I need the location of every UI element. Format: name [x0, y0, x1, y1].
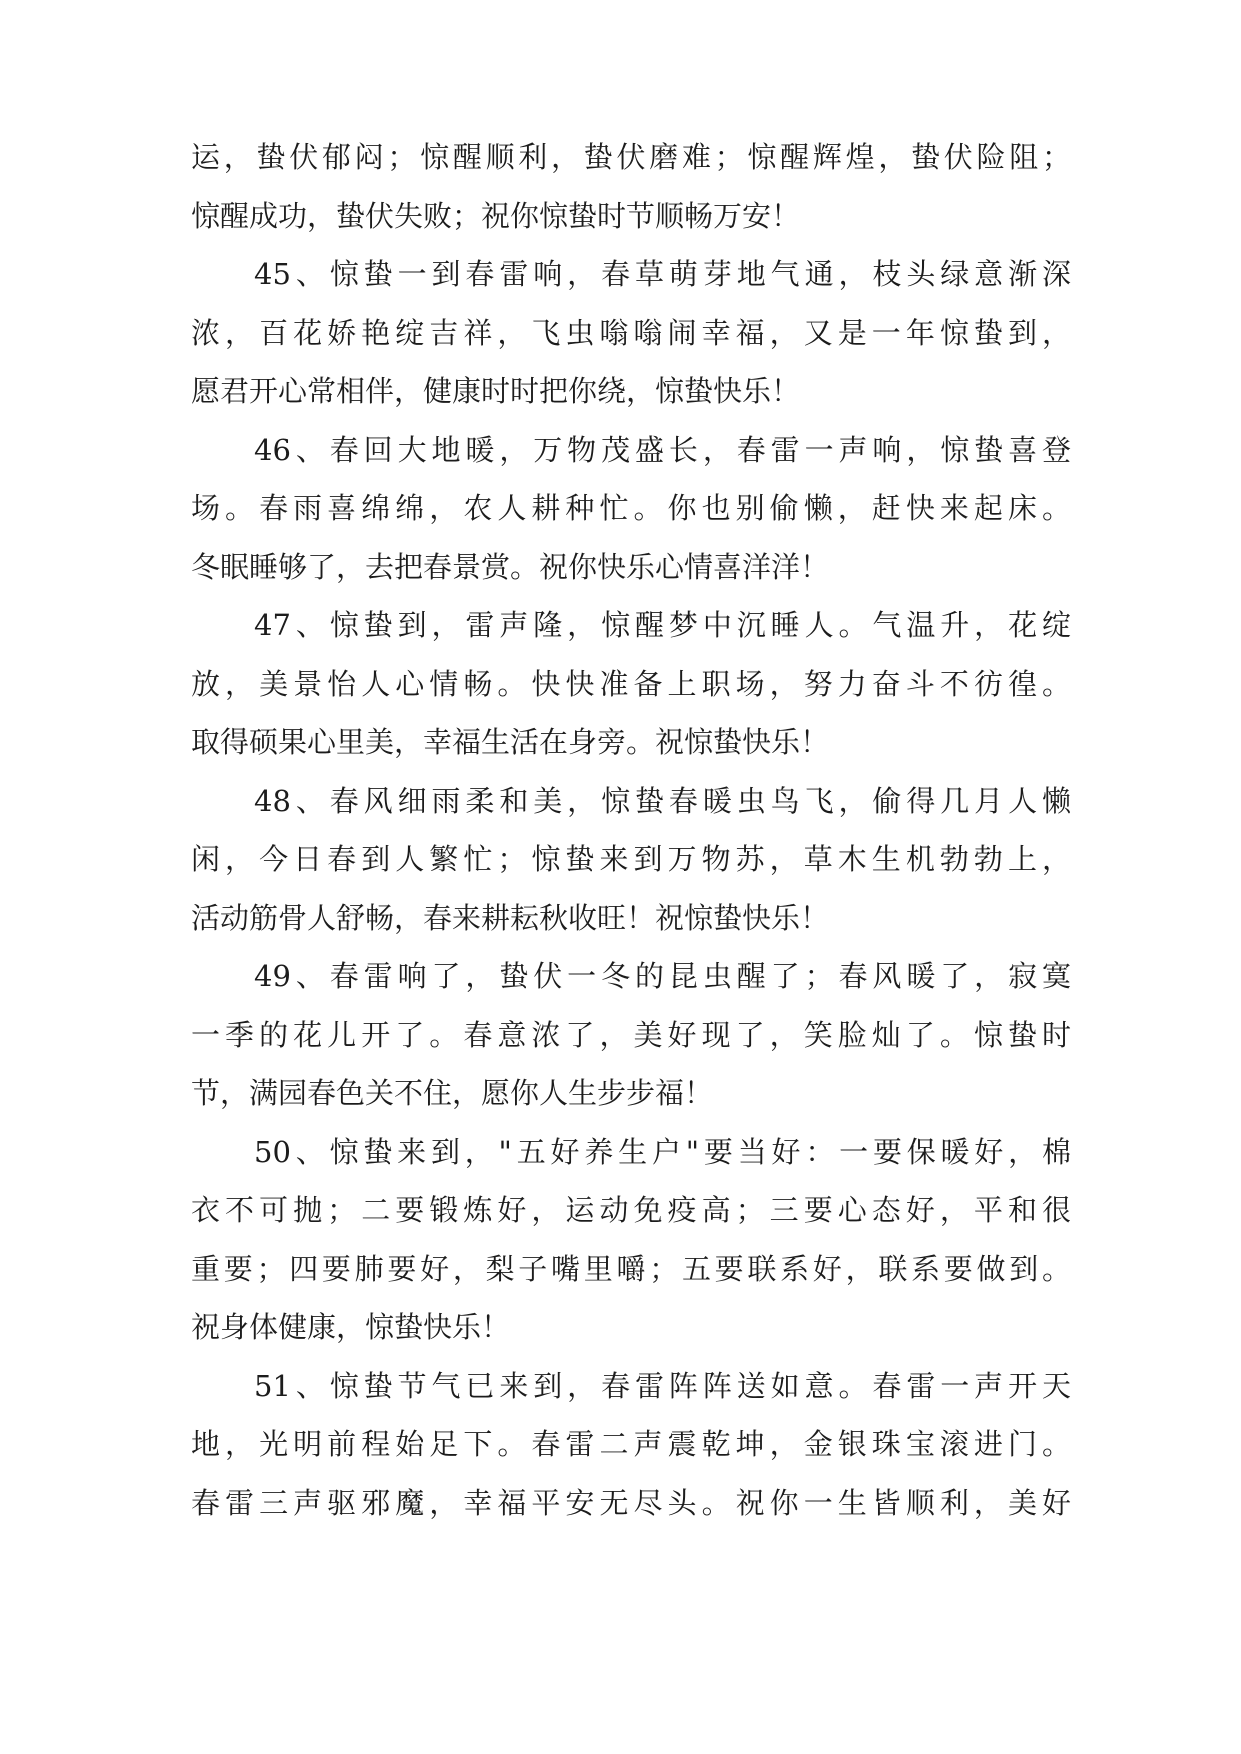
text-line: 47、惊蛰到，雷声隆，惊醒梦中沉睡人。气温升，花绽 — [254, 608, 1071, 642]
text-line: 场。春雨喜绵绵，农人耕种忙。你也别偷懒，赶快来起床。 — [191, 491, 1071, 525]
text-line: 衣不可抛；二要锻炼好，运动免疫高；三要心态好，平和很 — [191, 1193, 1071, 1227]
text-line: 51、惊蛰节气已来到，春雷阵阵送如意。春雷一声开天 — [254, 1369, 1071, 1403]
text-line: 春雷三声驱邪魔，幸福平安无尽头。祝你一生皆顺利，美好 — [191, 1486, 1071, 1520]
text-line: 放，美景怡人心情畅。快快准备上职场，努力奋斗不彷徨。 — [191, 667, 1071, 701]
text-line: 一季的花儿开了。春意浓了，美好现了，笑脸灿了。惊蛰时 — [191, 1018, 1071, 1052]
text-line: 闲，今日春到人繁忙；惊蛰来到万物苏，草木生机勃勃上， — [191, 842, 1071, 876]
text-line: 49、春雷响了，蛰伏一冬的昆虫醒了；春风暖了，寂寞 — [254, 959, 1071, 993]
text-line: 50、惊蛰来到，"五好养生户"要当好：一要保暖好，棉 — [254, 1135, 1071, 1169]
text-line: 运，蛰伏郁闷；惊醒顺利，蛰伏磨难；惊醒辉煌，蛰伏险阻； — [191, 140, 1071, 174]
text-line: 重要；四要肺要好，梨子嘴里嚼；五要联系好，联系要做到。 — [191, 1252, 1071, 1286]
text-line: 节，满园春色关不住，愿你人生步步福！ — [191, 1076, 714, 1110]
text-line: 惊醒成功，蛰伏失败；祝你惊蛰时节顺畅万安！ — [191, 199, 801, 233]
text-line: 46、春回大地暖，万物茂盛长，春雷一声响，惊蛰喜登 — [254, 433, 1071, 467]
text-line: 愿君开心常相伴，健康时时把你绕，惊蛰快乐！ — [191, 374, 801, 408]
text-line: 冬眠睡够了，去把春景赏。祝你快乐心情喜洋洋！ — [191, 550, 830, 584]
text-line: 地，光明前程始足下。春雷二声震乾坤，金银珠宝滚进门。 — [191, 1427, 1071, 1461]
text-line: 活动筋骨人舒畅，春来耕耘秋收旺！祝惊蛰快乐！ — [191, 901, 830, 935]
text-line: 取得硕果心里美，幸福生活在身旁。祝惊蛰快乐！ — [191, 725, 830, 759]
text-line: 48、春风细雨柔和美，惊蛰春暖虫鸟飞，偷得几月人懒 — [254, 784, 1071, 818]
text-line: 祝身体健康，惊蛰快乐！ — [191, 1310, 511, 1344]
text-line: 浓，百花娇艳绽吉祥，飞虫嗡嗡闹幸福，又是一年惊蛰到， — [191, 316, 1071, 350]
text-line: 45、惊蛰一到春雷响，春草萌芽地气通，枝头绿意渐深 — [254, 257, 1071, 291]
